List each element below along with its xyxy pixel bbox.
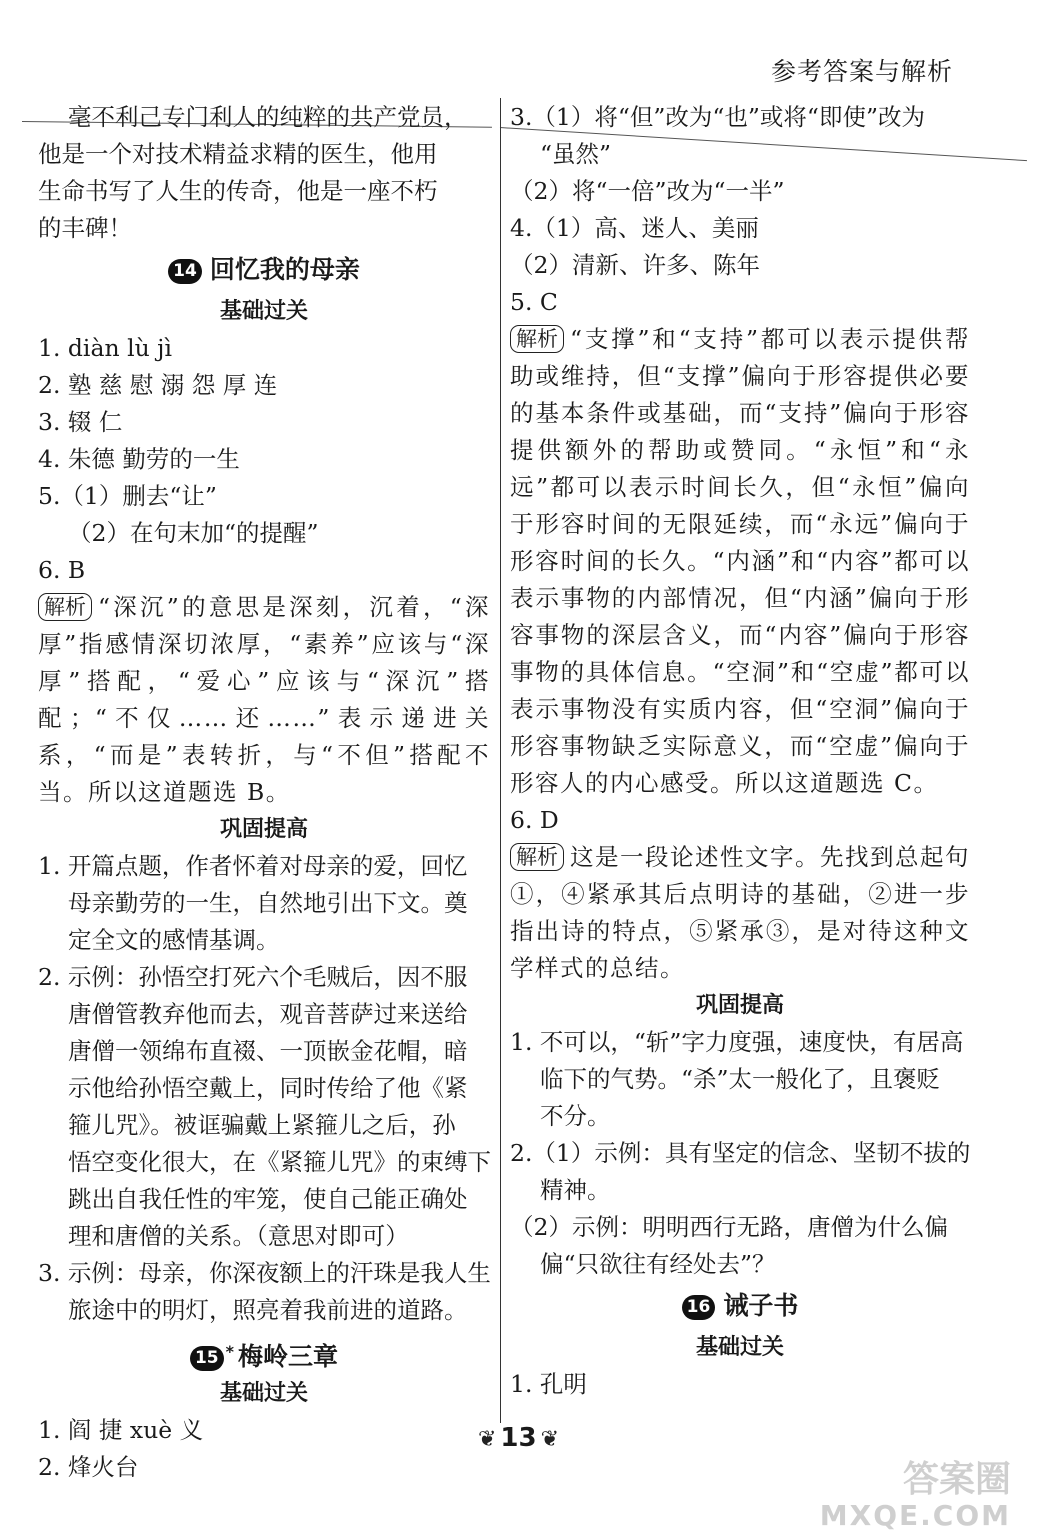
- analysis-block: [38, 589, 490, 811]
- subsection-title: 基础过关: [219, 299, 308, 324]
- answer-line: 5. C: [510, 288, 558, 316]
- right-column: [510, 99, 970, 1403]
- page-header: 参考答案与解析: [770, 57, 953, 86]
- star-mark: *: [225, 1342, 235, 1361]
- answer-line: 唐僧一领绵布直裰、一顶嵌金花帽，暗: [68, 1037, 468, 1065]
- answer-line: 2.（1）示例：具有坚定的信念、坚韧不拔的: [510, 1139, 971, 1167]
- column-divider: [500, 98, 501, 1423]
- watermark-url: MXQE.COM: [819, 1499, 1011, 1532]
- analysis-tag: 解析: [38, 593, 92, 621]
- watermark: [819, 1459, 1011, 1534]
- analysis-block: [510, 321, 970, 802]
- analysis-tag: 解析: [510, 325, 564, 353]
- answer-line: （2）示例：明明西行无路，唐僧为什么偏: [510, 1213, 948, 1241]
- lesson-title-14: [38, 247, 490, 293]
- answer-line: 1. 孔明: [510, 1370, 587, 1398]
- answer-line: （2）将“一倍”改为“一半”: [510, 177, 785, 205]
- answer-line: “虽然”: [540, 140, 612, 168]
- answer-line: 4.（1）高、迷人、美丽: [510, 214, 759, 242]
- answer-line: 理和唐僧的关系。（意思对即可）: [68, 1222, 409, 1250]
- answer-line: 1. 开篇点题，作者怀着对母亲的爱，回忆: [38, 852, 468, 880]
- lesson-title-text: 回忆我的母亲: [209, 255, 360, 284]
- answer-line: 悟空变化很大，在《紧箍儿咒》的束缚下: [68, 1148, 491, 1176]
- answer-line: 定全文的感情基调。: [68, 926, 280, 954]
- answer-line: 示他给孙悟空戴上，同时传给了他《紧: [68, 1074, 468, 1102]
- text-line: 生命书写了人生的传奇，他是一座不朽: [38, 177, 438, 205]
- answer-line: 2. 烽火台: [38, 1453, 139, 1481]
- analysis-text: 这是一段论述性文字。先找到总起句①，④紧承其后点明诗的基础，②进一步指出诗的特点，⑤紧承③，是对待这种文学样式的总结。: [510, 843, 970, 982]
- text-line: 毫不利己专门利人的纯粹的共产党员，: [68, 103, 468, 131]
- subsection-title: 基础过关: [695, 1335, 784, 1360]
- leaf-icon: ❦: [477, 1427, 497, 1452]
- answer-line: （2）清新、许多、陈年: [510, 251, 760, 279]
- lesson-title-16: [510, 1283, 970, 1329]
- lesson-title-text: 诫子书: [723, 1291, 799, 1320]
- answer-line: 1. 不可以，“斩”字力度强，速度快，有居高: [510, 1028, 964, 1056]
- answer-line: 母亲勤劳的一生，自然地引出下文。奠: [68, 889, 468, 917]
- analysis-tag: 解析: [510, 843, 564, 871]
- answer-line: 箍儿咒》。被诓骗戴上紧箍儿之后，孙: [68, 1111, 456, 1139]
- text-line: 的丰碑！: [38, 214, 132, 242]
- answer-line: 1. diàn lù jì: [38, 334, 172, 362]
- answer-line: 唐僧管教弃他而去，观音菩萨过来送给: [68, 1000, 468, 1028]
- answer-line: 5.（1）删去“让”: [38, 482, 217, 510]
- answer-line: 精神。: [540, 1176, 611, 1204]
- answer-line: 3.（1）将“但”改为“也”或将“即使”改为: [510, 103, 925, 131]
- analysis-block: [510, 839, 970, 987]
- lesson-number-badge: 15: [190, 1346, 224, 1371]
- analysis-text: “深沉”的意思是深刻，沉着，“深厚”指感情深切浓厚，“素养”应该与“深厚”搭配，“爱心”应该与“深沉”搭配；“不仅……还……”表示递进关系，“而是”表转折，与“不但”搭配不当。所以这道题选 B。: [38, 593, 490, 806]
- lesson-title-15: [38, 1329, 490, 1375]
- subsection-title: 基础过关: [219, 1381, 308, 1406]
- answer-line: 不分。: [540, 1102, 611, 1130]
- answer-line: 3. 辍 仁: [38, 408, 123, 436]
- answer-line: 2. 示例：孙悟空打死六个毛贼后，因不服: [38, 963, 468, 991]
- answer-line: 旅途中的明灯，照亮着我前进的道路。: [68, 1296, 468, 1324]
- answer-line: 4. 朱德 勤劳的一生: [38, 445, 240, 473]
- lesson-number-badge: 14: [168, 259, 202, 284]
- lesson-title-text: 梅岭三章: [238, 1342, 339, 1371]
- subsection-title: 巩固提高: [219, 817, 308, 842]
- answer-line: （2）在句末加“的提醒”: [68, 519, 319, 547]
- answer-line: 6. D: [510, 806, 559, 834]
- answer-line: 3. 示例：母亲，你深夜额上的汗珠是我人生: [38, 1259, 491, 1287]
- page-number: 13: [500, 1423, 537, 1453]
- lesson-number-badge: 16: [682, 1295, 716, 1320]
- answer-line: 偏“只欲往有经处去”？: [540, 1250, 776, 1278]
- left-column: [38, 99, 490, 1486]
- leaf-icon: ❦: [540, 1427, 560, 1452]
- analysis-text: “支撑”和“支持”都可以表示提供帮助或维持，但“支撑”偏向于形容提供必要的基本条件或基础，而“支持”偏向于形容提供额外的帮助或赞同。“永恒”和“永远”都可以表示时间长久，但“永恒”偏向于形容时间的无限延续，而“永远”偏向于形容时间的长久。“内涵”和“内容”都可以表示事物的内部情况，但“内涵”偏向于形容事物的深层含义，而“内容”偏向于形容事物的具体信息。“空洞”和“空虚”都可以表示事物没有实质内容，但“空洞”偏向于形容事物缺乏实际意义，而“空虚”偏向于形容人的内心感受。所以这道题选 C。: [510, 325, 970, 797]
- answer-line: 1. 阎 捷 xuè 义: [38, 1416, 204, 1444]
- page-footer: [0, 1423, 1037, 1453]
- text-line: 他是一个对技术精益求精的医生，他用: [38, 140, 438, 168]
- subsection-title: 巩固提高: [695, 993, 784, 1018]
- answer-line: 6. B: [38, 556, 86, 584]
- answer-line: 跳出自我任性的牢笼，使自己能正确处: [68, 1185, 468, 1213]
- watermark-logo-text: 答案圈: [902, 1459, 1011, 1500]
- answer-line: 2. 塾 慈 慰 溺 怨 厚 连: [38, 371, 278, 399]
- answer-line: 临下的气势。“杀”太一般化了，且褒贬: [540, 1065, 941, 1093]
